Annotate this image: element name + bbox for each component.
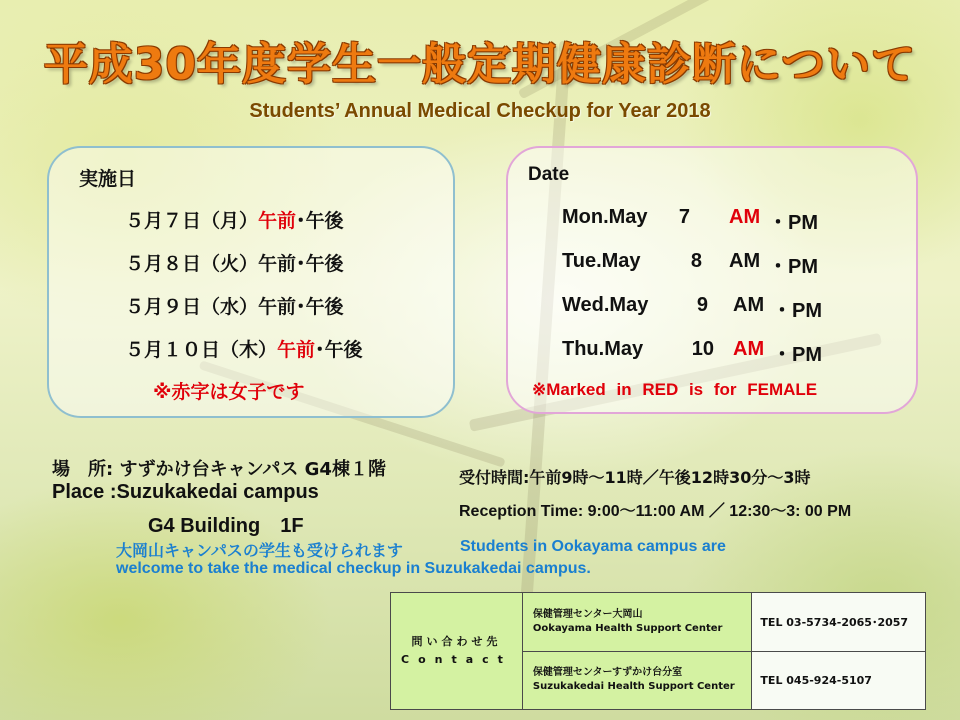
contact-name [522,593,752,652]
schedule-pm: 午後 [324,339,363,361]
schedule-date: ５月９日（水） [125,296,259,318]
schedule-pm: 午後 [305,210,344,232]
schedule-heading-en: Date [528,164,570,185]
schedule-am: 午前 [258,296,297,318]
ookayama-note-jp: 大岡山キャンパスの学生も受けられます [116,541,403,560]
schedule-day-number: 7 [678,206,690,228]
schedule-day: Thu.May [562,338,644,360]
contact-label [391,593,523,710]
contact-name-en: Ookayama Health Support Center [532,622,723,634]
reception-time-en: Reception Time: 9:00～11:00 AM ／ 12:30～3: 00 PM [459,503,852,520]
schedule-pm: 午後 [305,296,344,318]
schedule-am-female: 午前 [258,210,297,232]
schedule-pm: 午後 [305,253,344,275]
schedule-row-jp: ５月１０日（木）午前･午後 [125,339,363,361]
contact-phone: TEL 045-924-5107 [752,651,926,710]
schedule-pm: PM [788,212,818,234]
contact-label-en: Contact [401,653,512,666]
contact-name-jp: 保健管理センター大岡山 [532,608,643,620]
schedule-am-female: 午前 [277,339,316,361]
contact-table [390,592,926,710]
schedule-day-number: 9 [696,294,708,316]
place-jp: 場 所: すずかけ台キャンパス G4棟１階 [52,459,386,480]
schedule-am: AM [733,294,765,316]
schedule-pm: PM [792,344,822,366]
contact-label-jp: 問い合わせ先 [411,635,502,648]
place-en-line2: G4 Building 1F [148,515,304,537]
schedule-day-number: 8 [690,250,702,272]
contact-name-en: Suzukakedai Health Support Center [532,681,735,693]
schedule-day: Mon.May [562,206,648,228]
contact-name-jp: 保健管理センターすずかけ台分室 [532,667,683,679]
schedule-row-jp: ５月７日（月）午前･午後 [125,210,344,232]
schedule-date: ５月１０日（木） [125,339,278,361]
schedule-am-female: AM [729,206,761,228]
schedule-am-female: AM [733,338,765,360]
schedule-day-number: 10 [691,338,714,360]
schedule-pm: PM [788,256,818,278]
schedule-row-jp: ５月９日（水）午前･午後 [125,296,344,318]
page-title: 平成30年度学生一般定期健康診断について [43,39,917,90]
schedule-am: AM [729,250,761,272]
schedule-box-jp [47,146,455,418]
place-en-line1: Place :Suzukakedai campus [52,481,319,503]
contact-phone: TEL 03-5734-2065･2057 [752,593,926,652]
schedule-date: ５月８日（火） [125,253,259,275]
page-subtitle: Students’ Annual Medical Checkup for Year 2018 [249,100,711,122]
female-note-en: ※Marked in RED is for FEMALE [532,380,818,399]
ookayama-note-en-line1: Students in Ookayama campus are [460,538,726,555]
schedule-date: ５月７日（月） [125,210,259,232]
schedule-day: Wed.May [562,294,649,316]
ookayama-note-en-line2: welcome to take the medical checkup in Suzukakedai campus. [116,560,591,577]
schedule-row-jp: ５月８日（火）午前･午後 [125,253,344,275]
female-note-jp: ※赤字は女子です [153,381,305,403]
schedule-box-en: Date Mon.May 7 AM ・PM Tue.May 8 AM ・PM Wed.May 9 AM ・PM Thu.May 10 AM ・PM ※Marked in RED is for FEMALE [506,146,918,414]
schedule-heading-jp: 実施日 [79,168,137,190]
schedule-day: Tue.May [562,250,641,272]
schedule-pm: PM [792,300,822,322]
contact-name [522,651,752,710]
reception-time-jp: 受付時間:午前9時～11時／午後12時30分～3時 [459,468,811,487]
schedule-am: 午前 [258,253,297,275]
table-row [391,593,926,652]
